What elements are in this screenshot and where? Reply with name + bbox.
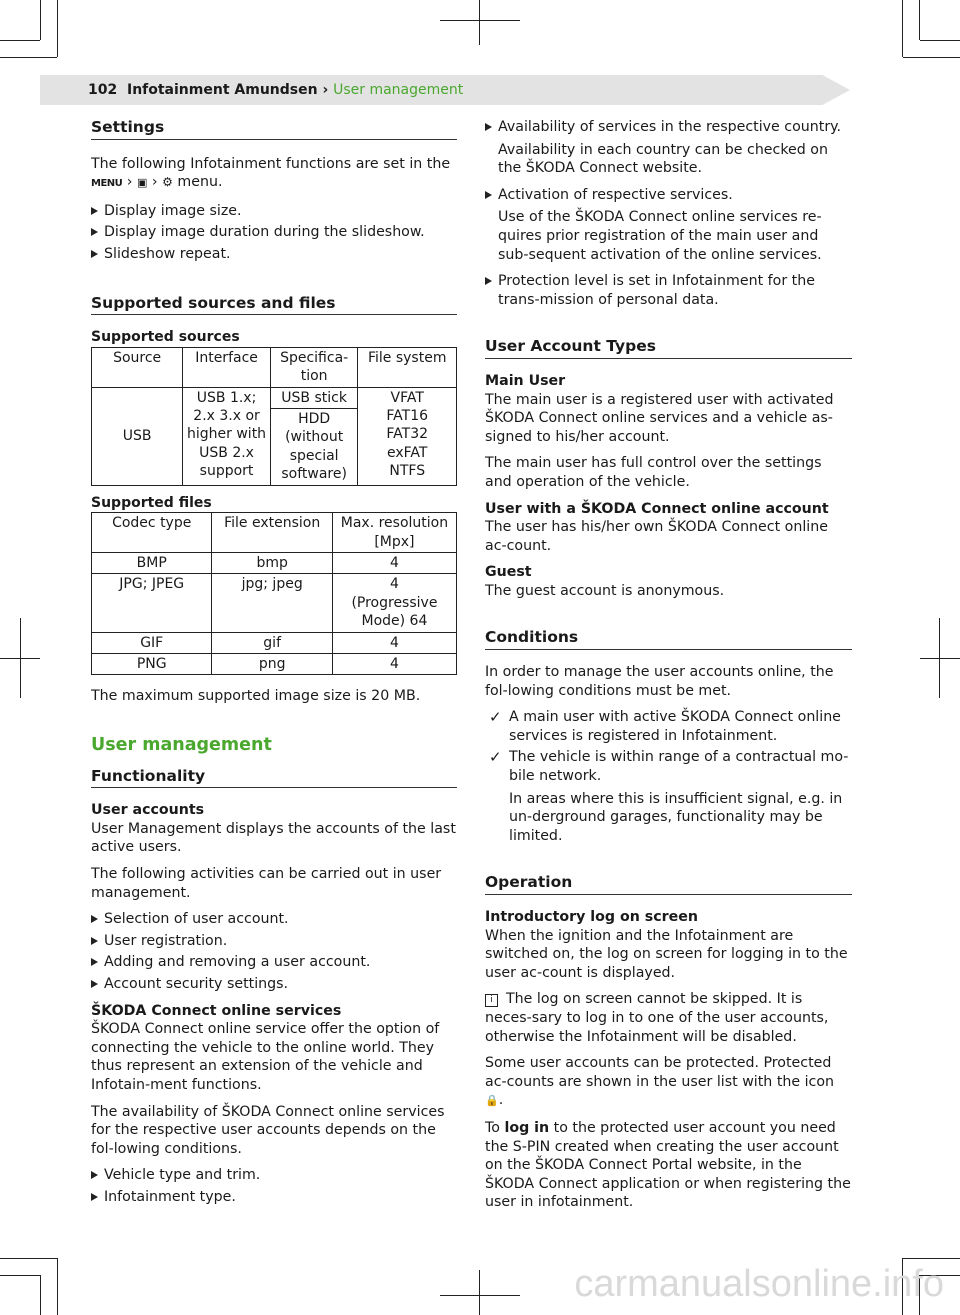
table-cell: HDD (without special software)	[270, 408, 358, 485]
user-management-title: User management	[91, 735, 272, 756]
table-cell: BMP	[92, 553, 212, 574]
table-cell: USB 1.x; 2.x 3.x or higher with USB 2.x support	[183, 387, 271, 485]
conditions-heading: Conditions	[485, 628, 852, 650]
login-paragraph	[485, 1119, 852, 1212]
protected-paragraph: Some user accounts can be protected. Protected ac-counts are shown in the user list with the icon 🔒.	[485, 1055, 835, 1109]
settings-intro-text: The following Infotainment functions are set in the	[91, 155, 451, 172]
main-user-text-2: The main user has full control over the settings and operation of the vehicle.	[485, 455, 822, 490]
table-cell: JPG; JPEG	[92, 574, 212, 632]
settings-list	[91, 202, 457, 264]
main-user-text: The main user is a registered user with activated ŠKODA Connect online services and a vehicle as-signed to his/her account.	[485, 391, 834, 445]
breadcrumb-current: User management	[333, 82, 464, 98]
table-cell: USB	[92, 387, 183, 485]
table-cell: 4	[332, 632, 456, 653]
guest-paragraph	[485, 563, 852, 600]
guest-text: The guest account is anonymous.	[485, 582, 725, 599]
table-cell: USB stick	[270, 387, 358, 408]
list-item: Account security settings.	[91, 975, 457, 994]
table-cell: gif	[212, 632, 332, 653]
conditions-checklist	[485, 708, 852, 785]
login-pre: To	[485, 1119, 500, 1136]
max-size-note: The maximum supported image size is 20 MB.	[91, 688, 421, 705]
accounts-paragraph	[91, 801, 457, 857]
table-cell: 4 (Progressive Mode) 64	[332, 574, 456, 632]
watermark: carmanualsonline.info	[574, 1263, 944, 1305]
check-item: ✓ The vehicle is within range of a contractual mo-bile network.	[485, 748, 852, 785]
info-icon: i	[485, 994, 498, 1007]
condition-detail: In areas where this is insufficient signal, e.g. in un-derground garages, functionality may be limited.	[509, 790, 843, 844]
online-user-text: The user has his/her own ŠKODA Connect online ac-count.	[485, 519, 828, 554]
list-item: Adding and removing a user account.	[91, 953, 457, 972]
list-item: Infotainment type.	[91, 1188, 457, 1207]
sources-table	[91, 347, 457, 486]
table-cell: 4	[332, 553, 456, 574]
list-item: Availability of services in the respective country.	[485, 118, 852, 137]
table-cell: jpg; jpeg	[212, 574, 332, 632]
note-paragraph	[485, 990, 852, 1046]
list-item-detail: Use of the ŠKODA Connect online services re-quires prior registration of the main user and sub-sequent activation of the online services.	[498, 209, 822, 263]
services-list	[485, 118, 852, 137]
table-header: Source	[92, 347, 183, 387]
main-user-head: Main User	[485, 372, 566, 389]
logon-text: When the ignition and the Infotainment are switched on, the log on screen for logging in to the user ac-count is displayed.	[485, 927, 848, 981]
menu-key-icon: MENU	[91, 178, 123, 190]
files-table	[91, 512, 457, 675]
list-item: User registration.	[91, 932, 457, 951]
login-post: to the protected user account you need the S-PIN created when creating the user account on the ŠKODA Connect Portal website, in the ŠKODA Connect application or when registering the user in infotainment.	[485, 1119, 851, 1211]
online-user-head: User with a ŠKODA Connect online account	[485, 500, 829, 517]
conditions-list	[91, 1166, 457, 1206]
table-header: Specifica-tion	[270, 347, 358, 387]
services-list	[485, 272, 852, 309]
activities-text: The following activities can be carried out in user management.	[91, 866, 442, 901]
settings-menu-suffix: menu.	[177, 174, 223, 191]
files-caption: Supported files	[91, 494, 212, 511]
services-list	[485, 186, 852, 205]
list-item: Activation of respective services.	[485, 186, 852, 205]
guest-head: Guest	[485, 564, 532, 581]
settings-heading: Settings	[91, 118, 457, 140]
conditions-intro: In order to manage the user accounts online, the fol-lowing conditions must be met.	[485, 664, 834, 699]
check-item: ✓ A main user with active ŠKODA Connect online services is registered in Infotainment.	[485, 708, 852, 745]
accounts-text: User Management displays the accounts of the last active users.	[91, 820, 456, 856]
availability-text: The availability of ŠKODA Connect online services for the respective user accounts depends on the fol-lowing conditions.	[91, 1103, 445, 1157]
table-cell: GIF	[92, 632, 212, 653]
table-cell: PNG	[92, 654, 212, 675]
settings-intro	[91, 155, 457, 194]
sources-caption: Supported sources	[91, 329, 240, 346]
table-header: File system	[358, 347, 457, 387]
note-text: The log on screen cannot be skipped. It is neces-sary to log in to one of the user accounts, otherwise the Infotainment will be disabled.	[485, 991, 829, 1045]
table-header: Max. resolution [Mpx]	[332, 513, 456, 553]
table-row	[92, 654, 457, 675]
table-cell: bmp	[212, 553, 332, 574]
list-item-detail: Availability in each country can be checked on the ŠKODA Connect website.	[498, 141, 828, 177]
operation-heading: Operation	[485, 873, 852, 895]
protected-text: Some user accounts can be protected. Protected ac-counts are shown in the user list with the icon	[485, 1055, 835, 1090]
login-bold: log in	[504, 1119, 550, 1136]
skoda-head: ŠKODA Connect online services	[91, 1002, 342, 1019]
table-header: Interface	[183, 347, 271, 387]
chevron-right-icon: ›	[126, 174, 133, 191]
accounts-head: User accounts	[91, 802, 205, 819]
table-header: File extension	[212, 513, 332, 553]
logon-head: Introductory log on screen	[485, 909, 698, 925]
skoda-paragraph	[91, 1002, 457, 1095]
page-number: 102	[88, 82, 118, 98]
header-breadcrumb	[88, 81, 463, 100]
section-title: Infotainment Amundsen	[126, 82, 318, 98]
table-header: Codec type	[92, 513, 212, 553]
table-cell: 4	[332, 654, 456, 675]
breadcrumb-separator: ›	[322, 82, 329, 98]
table-row	[92, 574, 457, 632]
right-column	[485, 118, 852, 1220]
list-item: Slideshow repeat.	[91, 245, 457, 264]
table-cell: png	[212, 654, 332, 675]
sources-heading: Supported sources and files	[91, 294, 457, 316]
table-row	[92, 553, 457, 574]
list-item: Display image size.	[91, 202, 457, 221]
list-item: Protection level is set in Infotainment for the trans-mission of personal data.	[485, 272, 852, 309]
table-row	[92, 632, 457, 653]
list-item: Vehicle type and trim.	[91, 1166, 457, 1185]
skoda-text: ŠKODA Connect online service offer the option of connecting the vehicle to the online world. They thus represent an extension of the vehicle and Infotain-ment functions.	[91, 1021, 440, 1093]
account-types-heading: User Account Types	[485, 337, 852, 359]
list-item: Display image duration during the slideshow.	[91, 223, 457, 242]
logon-paragraph	[485, 908, 852, 982]
table-cell: VFAT FAT16 FAT32 exFAT NTFS	[358, 387, 457, 485]
settings-gear-icon: ⚙	[162, 175, 173, 190]
functionality-heading: Functionality	[91, 767, 457, 789]
lock-icon: 🔒	[485, 1094, 499, 1108]
main-user-paragraph	[485, 372, 852, 446]
online-user-paragraph	[485, 500, 852, 556]
list-item: Selection of user account.	[91, 910, 457, 929]
media-icon: ▣	[137, 176, 148, 190]
activities-list	[91, 910, 457, 993]
chevron-right-icon: ›	[151, 174, 158, 191]
left-column	[91, 118, 457, 1215]
